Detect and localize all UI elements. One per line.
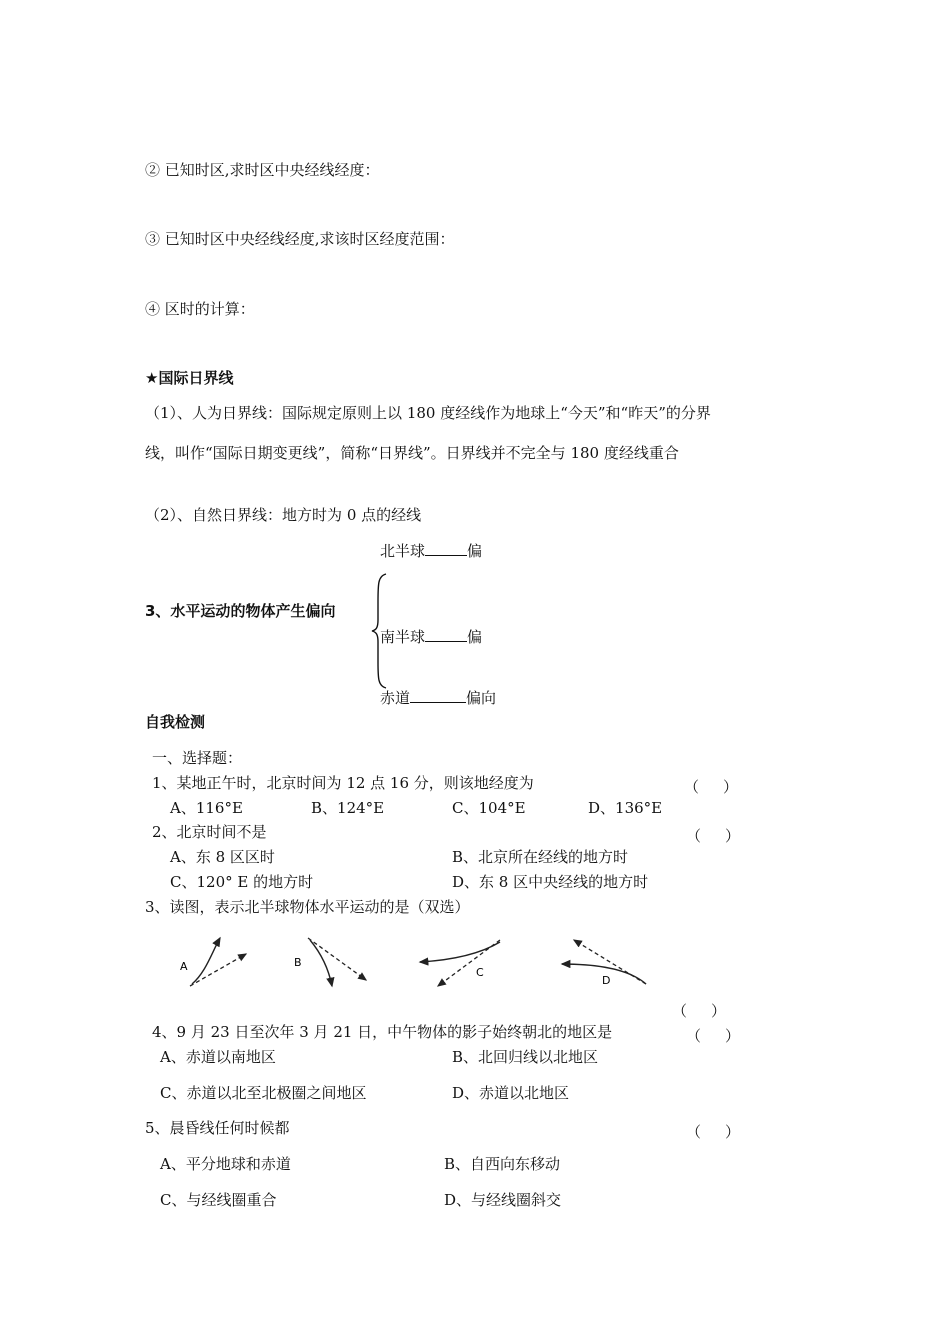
q4-stem: 4、9 月 23 日至次年 3 月 21 日，中午物体的影子始终朝北的地区是 [152,1023,613,1041]
q5-option-a[interactable]: A、平分地球和赤道 [160,1155,291,1173]
q3-figure-a[interactable] [180,938,246,986]
method-2: ② 已知时区,求时区中央经线经度： [145,161,380,179]
method-4: ④ 区时的计算： [145,300,255,318]
q1-answer-paren[interactable]: （ ） [684,778,739,796]
q1-option-d[interactable]: D、136°E [588,799,663,817]
q1-option-b[interactable]: B、124°E [311,799,385,817]
svg-text:C: C [476,966,484,979]
q4-option-c[interactable]: C、赤道以北至北极圈之间地区 [160,1084,367,1102]
dateline-p2: （2）、自然日界线：地方时为 0 点的经线 [145,506,422,524]
north-label: 北半球 [380,542,426,560]
equator-row [380,690,496,706]
q3-stem: 3、读图，表示北半球物体水平运动的是（双选） [145,898,470,916]
q2-stem: 2、北京时间不是 [152,823,267,841]
equator-blank[interactable] [410,690,466,703]
svg-text:D: D [602,974,611,987]
svg-text:A: A [180,960,188,973]
q2-option-c[interactable]: C、120° E 的地方时 [170,873,314,891]
south-blank[interactable] [425,629,467,642]
q2-answer-paren[interactable]: （ ） [686,827,741,845]
q3-diagram [170,930,670,1000]
svg-text:B: B [294,956,302,969]
q3-figure-d[interactable] [562,940,646,987]
method-3: ③ 已知时区中央经线经度,求该时区经度范围： [145,230,455,248]
q2-option-a[interactable]: A、东 8 区区时 [170,848,275,866]
equator-suffix: 偏向 [466,689,497,707]
q3-figure-c[interactable] [420,940,500,986]
q5-option-b[interactable]: B、自西向东移动 [444,1155,561,1173]
q5-option-d[interactable]: D、与经线圈斜交 [444,1191,562,1209]
q3-figure-b[interactable] [294,938,366,986]
q4-answer-paren[interactable]: （ ） [686,1027,741,1045]
dateline-p1-line1: （1）、人为日界线：国际规定原则上以 180 度经线作为地球上“今天”和“昨天”的分界 [145,404,711,422]
north-hemisphere-row [380,543,482,559]
equator-label: 赤道 [380,689,411,707]
q5-answer-paren[interactable]: （ ） [686,1123,741,1141]
south-hemisphere-row [380,629,482,645]
deflection-heading: 3、水平运动的物体产生偏向 [145,602,336,620]
q1-option-a[interactable]: A、116°E [170,799,243,817]
q1-option-c[interactable]: C、104°E [452,799,526,817]
q2-option-d[interactable]: D、东 8 区中央经线的地方时 [452,873,649,891]
dateline-p1-line2: 线，叫作“国际日期变更线”，简称“日界线”。日界线并不完全与 180 度经线重合 [145,444,679,462]
north-blank[interactable] [425,543,467,556]
north-suffix: 偏 [467,542,483,560]
q1-stem: 1、某地正午时，北京时间为 12 点 16 分，则该地经度为 [152,774,534,792]
south-suffix: 偏 [467,628,483,646]
q4-option-b[interactable]: B、北回归线以北地区 [452,1048,599,1066]
south-label: 南半球 [380,628,426,646]
q4-option-a[interactable]: A、赤道以南地区 [160,1048,276,1066]
dateline-heading: ★国际日界线 [145,369,234,387]
section-choice: 一、选择题： [152,749,243,767]
q3-answer-paren[interactable]: （ ） [672,1002,727,1020]
q4-option-d[interactable]: D、赤道以北地区 [452,1084,570,1102]
q5-stem: 5、晨昏线任何时候都 [145,1119,290,1137]
q5-option-c[interactable]: C、与经线圈重合 [160,1191,277,1209]
self-test-heading: 自我检测 [145,713,206,731]
q2-option-b[interactable]: B、北京所在经线的地方时 [452,848,629,866]
